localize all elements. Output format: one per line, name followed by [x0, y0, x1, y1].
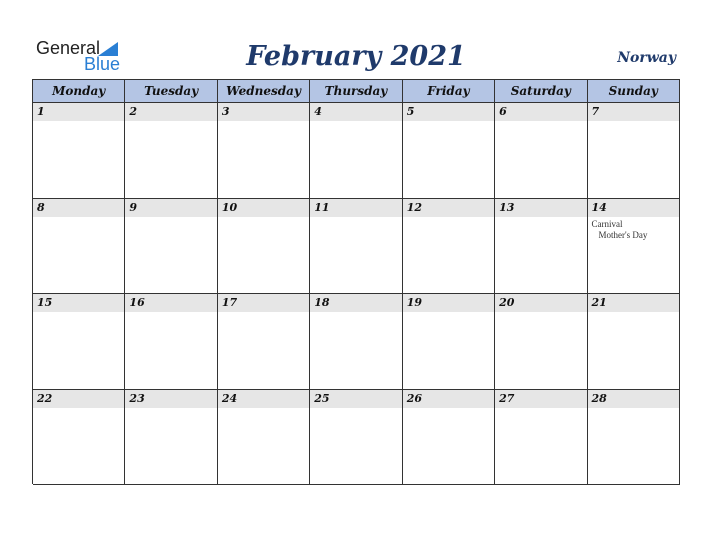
day-number: 20	[495, 294, 586, 312]
day-cell	[218, 390, 310, 486]
weekday-friday: Friday	[403, 80, 495, 103]
day-number: 21	[588, 294, 679, 312]
day-cell	[218, 199, 310, 295]
day-cell	[33, 103, 125, 199]
weekday-thursday: Thursday	[310, 80, 402, 103]
weekday-tuesday: Tuesday	[125, 80, 217, 103]
day-cell	[310, 294, 402, 390]
weekday-wednesday: Wednesday	[218, 80, 310, 103]
weekday-saturday: Saturday	[495, 80, 587, 103]
day-number: 23	[125, 390, 216, 408]
day-number: 9	[125, 199, 216, 217]
day-cell	[403, 294, 495, 390]
day-cell	[403, 390, 495, 486]
day-number: 8	[33, 199, 124, 217]
day-number: 17	[218, 294, 309, 312]
day-cell	[495, 199, 587, 295]
day-cell	[588, 294, 680, 390]
day-number: 15	[33, 294, 124, 312]
day-cell	[588, 199, 680, 295]
weekday-header-row	[33, 80, 680, 103]
day-cell	[33, 294, 125, 390]
day-cell	[310, 103, 402, 199]
day-number: 14	[588, 199, 679, 217]
day-number: 27	[495, 390, 586, 408]
day-number: 1	[33, 103, 124, 121]
day-cell	[495, 103, 587, 199]
day-number: 16	[125, 294, 216, 312]
day-cell	[310, 199, 402, 295]
day-cell	[218, 294, 310, 390]
calendar-title: February 2021	[246, 41, 466, 72]
day-number: 25	[310, 390, 401, 408]
day-number: 7	[588, 103, 679, 121]
day-number: 28	[588, 390, 679, 408]
day-number: 2	[125, 103, 216, 121]
day-number: 3	[218, 103, 309, 121]
day-events	[588, 217, 679, 241]
day-number: 12	[403, 199, 494, 217]
calendar-grid	[32, 79, 680, 484]
day-cell	[33, 199, 125, 295]
day-cell	[310, 390, 402, 486]
week-row-1	[33, 103, 680, 199]
day-number: 5	[403, 103, 494, 121]
day-number: 26	[403, 390, 494, 408]
day-number: 4	[310, 103, 401, 121]
event-carnival: Carnival	[591, 218, 623, 229]
day-cell	[125, 103, 217, 199]
day-cell	[588, 103, 680, 199]
day-cell	[125, 199, 217, 295]
day-cell	[495, 294, 587, 390]
day-cell	[218, 103, 310, 199]
day-number: 24	[218, 390, 309, 408]
day-cell	[125, 390, 217, 486]
day-number: 18	[310, 294, 401, 312]
weekday-sunday: Sunday	[588, 80, 680, 103]
day-cell	[125, 294, 217, 390]
day-number: 6	[495, 103, 586, 121]
day-cell	[33, 390, 125, 486]
country-label: Norway	[617, 50, 676, 66]
week-row-3	[33, 294, 680, 390]
day-cell	[403, 199, 495, 295]
week-row-2	[33, 199, 680, 295]
day-cell	[403, 103, 495, 199]
day-number: 19	[403, 294, 494, 312]
day-cell	[588, 390, 680, 486]
weekday-monday: Monday	[33, 80, 125, 103]
day-cell	[495, 390, 587, 486]
day-number: 10	[218, 199, 309, 217]
event-mothers-day: Mother's Day	[598, 229, 648, 240]
logo-text-general: General	[36, 38, 101, 58]
day-number: 22	[33, 390, 124, 408]
week-row-4	[33, 390, 680, 486]
day-number: 11	[310, 199, 401, 217]
day-number: 13	[495, 199, 586, 217]
logo-text-blue: Blue	[84, 54, 121, 74]
